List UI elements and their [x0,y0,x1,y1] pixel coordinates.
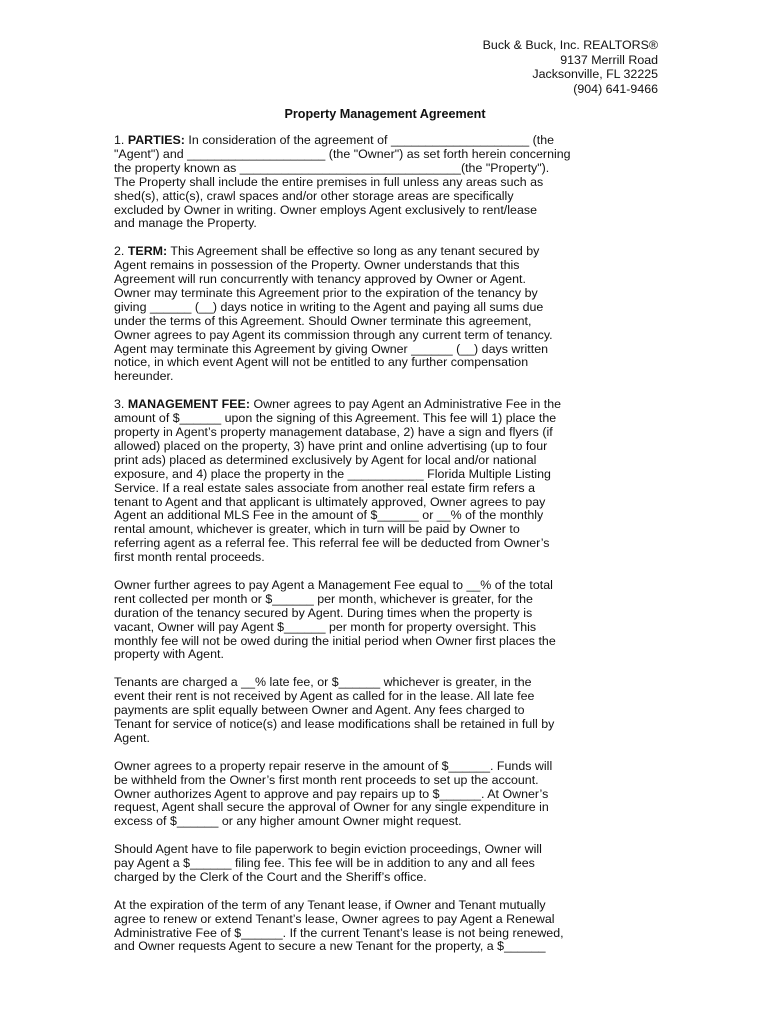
paragraph-line: hereunder. [114,369,174,384]
paragraph-line: Agreement will run concurrently with tenancy approved by Owner or Agent. [114,272,526,287]
paragraph-line: rental amount, whichever is greater, which in turn will be paid by Owner to [114,522,520,537]
agreement-paragraph [114,579,660,662]
agreement-paragraph [114,245,660,384]
agreement-paragraph [114,676,660,746]
paragraph-line: notice, in which event Agent will not be entitled to any further compensation [114,355,529,370]
paragraph-line: Tenants are charged a __% late fee, or $______ whichever is greater, in the [114,675,532,690]
paragraph-line: vacant, Owner will pay Agent $______ per month for property oversight. This [114,619,537,634]
paragraph-line: 1. PARTIES: In consideration of the agreement of ____________________ (the [114,133,555,147]
paragraph-line: Owner agrees to pay Agent its commission through any current term of tenancy. [114,327,553,342]
paragraph-line: event their rent is not received by Agent as called for in the lease. All late fee [114,689,535,704]
paragraph-line: Owner further agrees to pay Agent a Management Fee equal to __% of the total [114,577,553,592]
paragraph-line: duration of the tenancy secured by Agent. During times when the property is [114,605,533,620]
paragraph-line: excluded by Owner in writing. Owner employs Agent exclusively to rent/lease [114,202,537,217]
paragraph-line: the property known as ________________________________(the "Property"). [114,160,550,175]
paragraph-line: shed(s), attic(s), crawl spaces and/or other storage areas are specifically [114,188,514,203]
company-phone: (904) 641-9466 [573,81,658,96]
paragraph-line: The Property shall include the entire premises in full unless any areas such as [114,174,544,189]
agreement-paragraph [114,760,660,830]
paragraph-line: Agent an additional MLS Fee in the amount of $______ or __% of the monthly [114,508,544,523]
paragraph-line: excess of $______ or any higher amount Owner might request. [114,814,462,829]
letterhead [483,38,658,96]
paragraph-line: Agent remains in possession of the Property. Owner understands that this [114,258,520,273]
document-title: Property Management Agreement [284,107,486,121]
agreement-body [114,134,660,968]
paragraph-line: charged by the Clerk of the Court and the Sheriff’s office. [114,869,427,884]
paragraph-line: tenant to Agent and that applicant is ultimately approved, Owner agrees to pay [114,494,546,509]
section-heading: TERM: [127,244,168,259]
paragraph-line: Tenant for service of notice(s) and lease modifications shall be retained in full by [114,717,555,731]
agreement-paragraph [114,398,660,565]
paragraph-line: payments are split equally between Owner and Agent. Any fees charged to [114,703,525,718]
paragraph-line: pay Agent a $______ filing fee. This fee will be in addition to any and all fees [114,856,535,871]
paragraph-line: Owner authorizes Agent to approve and pay repairs up to $______. At Owner’s [114,786,549,801]
paragraph-line: Agent. [114,730,150,745]
section-heading: MANAGEMENT FEE: [127,397,250,412]
paragraph-line: and manage the Property. [114,216,257,231]
paragraph-line: first month rental proceeds. [114,550,265,565]
paragraph-line: print ads) placed as determined exclusively by Agent for local and/or national [114,452,537,467]
paragraph-line: and Owner requests Agent to secure a new Tenant for the property, a $______ [114,939,546,954]
paragraph-line: "Agent") and ____________________ (the "Owner") as set forth herein concerning [114,146,571,161]
paragraph-line: Should Agent have to file paperwork to begin eviction proceedings, Owner will [114,842,542,857]
paragraph-line: Owner agrees to a property repair reserve in the amount of $______. Funds will [114,758,553,773]
paragraph-line: Service. If a real estate sales associate from another real estate firm refers a [114,480,535,495]
company-city: Jacksonville, FL 32225 [532,67,658,82]
company-street: 9137 Merrill Road [560,52,658,67]
paragraph-line: giving ______ (__) days notice in writing to the Agent and paying all sums due [114,299,544,314]
paragraph-line: Administrative Fee of $______. If the current Tenant’s lease is not being renewed, [114,925,564,940]
paragraph-line: referring agent as a referral fee. This referral fee will be deducted from Owner’s [114,536,550,551]
paragraph-line: Agent may terminate this Agreement by giving Owner ______ (__) days written [114,341,549,356]
agreement-paragraph [114,134,660,231]
paragraph-line: 3. MANAGEMENT FEE: Owner agrees to pay Agent an Administrative Fee in the [114,397,562,412]
company-name: Buck & Buck, Inc. REALTORS® [482,38,658,52]
paragraph-line: exposure, and 4) place the property in the ___________ Florida Multiple Listing [114,466,551,481]
paragraph-line: rent collected per month or $______ per month, whichever is greater, for the [114,591,533,606]
paragraph-line: request, Agent shall secure the approval of Owner for any single expenditure in [114,800,549,815]
agreement-paragraph [114,843,660,885]
paragraph-line: allowed) placed on the property, 3) have print and online advertising (up to four [114,438,548,453]
paragraph-line: be withheld from the Owner’s first month rent proceeds to set up the account. [114,772,539,787]
agreement-paragraph [114,899,660,955]
paragraph-line: 2. TERM: This Agreement shall be effective so long as any tenant secured by [114,244,540,259]
paragraph-line: At the expiration of the term of any Tenant lease, if Owner and Tenant mutually [114,897,546,912]
paragraph-line: monthly fee will not be owed during the initial period when Owner first places the [114,633,556,648]
paragraph-line: agree to renew or extend Tenant’s lease, Owner agrees to pay Agent a Renewal [114,911,555,926]
paragraph-line: property with Agent. [114,647,224,662]
paragraph-line: property in Agent’s property management database, 2) have a sign and flyers (if [114,425,553,439]
section-heading: PARTIES: [127,133,185,147]
paragraph-line: amount of $______ upon the signing of this Agreement. This fee will 1) place the [114,411,557,426]
paragraph-line: Owner may terminate this Agreement prior to the expiration of the tenancy by [114,285,538,300]
paragraph-line: under the terms of this Agreement. Should Owner terminate this agreement, [114,313,532,328]
